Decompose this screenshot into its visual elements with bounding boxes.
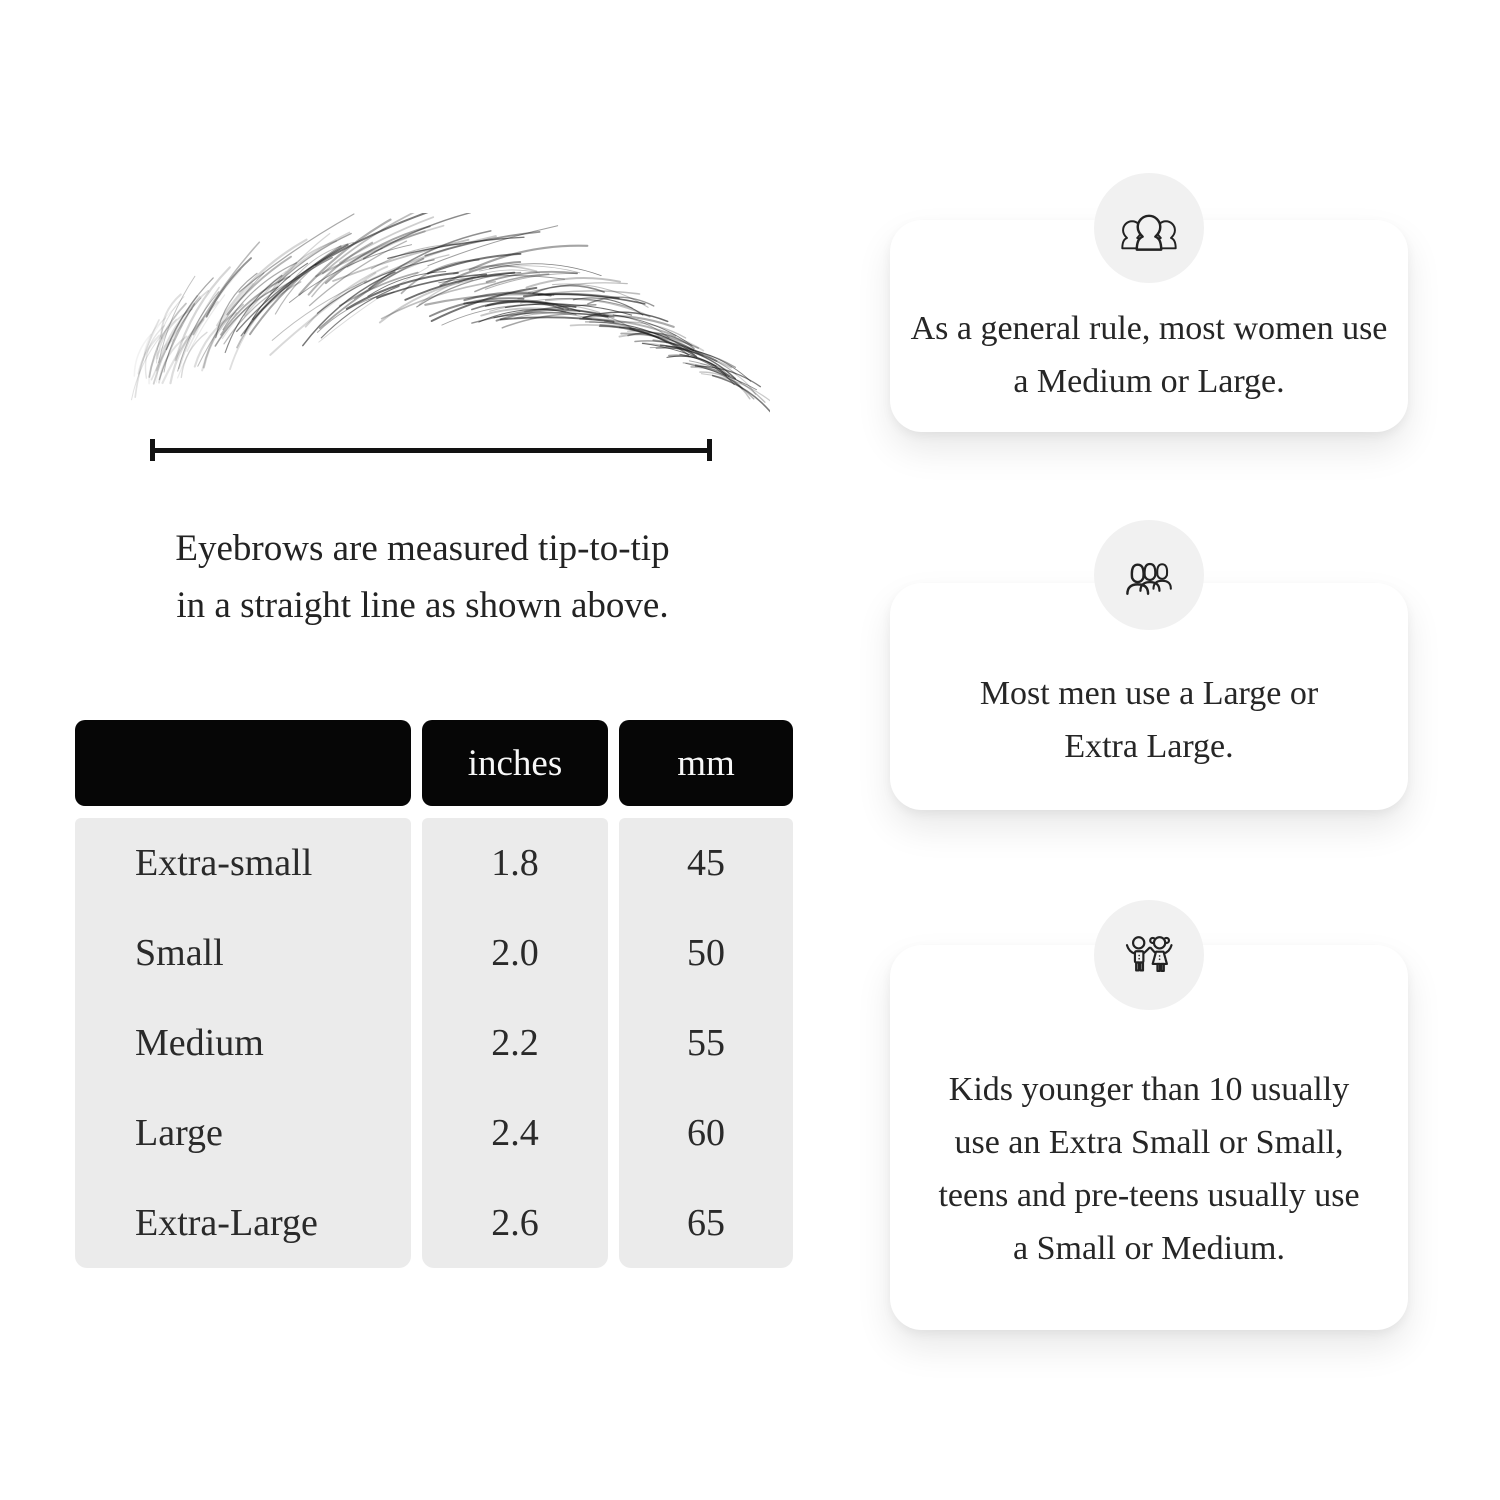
women-card-text: As a general rule, most women use a Medium or Large.	[910, 310, 1388, 400]
women-group-icon	[1118, 204, 1180, 252]
table-column-mm	[619, 818, 793, 1268]
measurement-line	[150, 439, 712, 461]
kids-icon	[1119, 931, 1179, 979]
men-icon-circle	[1094, 520, 1204, 630]
size-cell: Large	[135, 1112, 223, 1154]
measurement-caption-line1: Eyebrows are measured tip-to-tip	[175, 528, 670, 569]
measurement-caption	[90, 520, 755, 634]
size-cell: Extra-small	[135, 842, 313, 884]
mm-cell: 65	[687, 1202, 725, 1244]
measurement-line-bar	[150, 448, 712, 453]
women-icon-circle	[1094, 173, 1204, 283]
inches-cell: 2.2	[491, 1022, 539, 1064]
table-header-mm: mm	[619, 720, 793, 806]
measurement-line-right-cap	[707, 439, 712, 461]
mm-cell: 50	[687, 932, 725, 974]
kids-icon-circle	[1094, 900, 1204, 1010]
mm-cell: 55	[687, 1022, 725, 1064]
inches-cell: 1.8	[491, 842, 539, 884]
table-column-size	[75, 818, 411, 1268]
size-cell: Small	[135, 932, 224, 974]
men-card-text: Most men use a Large or Extra Large.	[979, 674, 1319, 765]
table-header-size	[75, 720, 411, 806]
mm-cell: 45	[687, 842, 725, 884]
inches-cell: 2.4	[491, 1112, 539, 1154]
eyebrow-illustration	[100, 213, 770, 428]
mm-cell: 60	[687, 1112, 725, 1154]
inches-cell: 2.0	[491, 932, 539, 974]
inches-cell: 2.6	[491, 1202, 539, 1244]
size-cell: Extra-Large	[135, 1202, 318, 1244]
kids-card-text: Kids younger than 10 usually use an Extra Small or Small, teens and pre-teens usually use a Small or Medium.	[938, 1070, 1360, 1267]
men-group-icon	[1118, 551, 1180, 599]
table-column-inches	[422, 818, 608, 1268]
measurement-caption-line2: in a straight line as shown above.	[176, 585, 669, 626]
table-header-inches: inches	[422, 720, 608, 806]
size-cell: Medium	[135, 1022, 264, 1064]
